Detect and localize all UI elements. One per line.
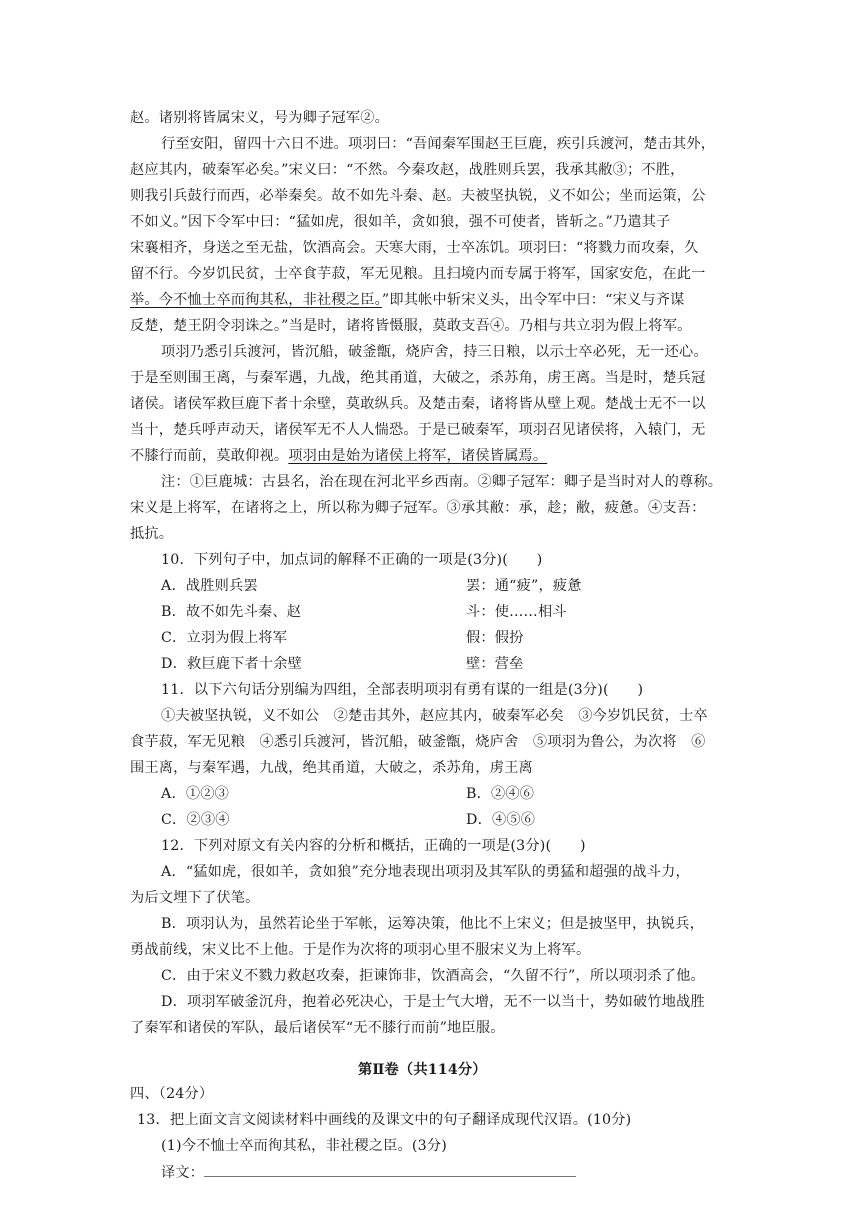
passage-line: 赵应其内，破秦军必矣。”宋义曰：“不然。今秦攻赵，战胜则兵罢，我承其敝③；不胜， [130, 162, 685, 178]
question-13-stem: 13．把上面文言文阅读材料中画线的及课文中的句子翻译成现代汉语。(10分) [137, 1112, 632, 1128]
passage-line: 不如义。”因下令军中曰：“猛如虎，很如羊，贪如狼，强不可使者，皆斩之。”乃遣其子 [130, 214, 671, 230]
passage-text: ”即其帐中斩宋义头，出令军中曰：“宋义与齐谋 [381, 292, 685, 308]
q10-option-c-gloss: 假：假扮 [466, 630, 524, 646]
section-four-heading: 四、（24分） [130, 1086, 214, 1102]
section-title: 第Ⅱ卷（共114分） [358, 1062, 487, 1078]
translation-line [161, 1162, 576, 1183]
q10-option-c: C．立羽为假上将军 [161, 630, 288, 646]
question-13-part-1: (1)今不恤士卒而徇其私，非社稷之臣。(3分) [161, 1138, 447, 1154]
passage-line: 行至安阳，留四十六日不进。项羽曰：“吾闻秦军围赵王巨鹿，疾引兵渡河，楚击其外， [161, 136, 716, 152]
q10-option-d: D．救巨鹿下者十余壁 [161, 656, 303, 672]
q12-option-b-cont: 勇战前线，宋义比不上他。于是作为次将的项羽心里不服宋义为上将军。 [130, 942, 591, 958]
passage-line: 留不行。今岁饥民贫，士卒食芋菽，军无见粮。且扫境内而专属于将军，国家安危，在此一 [130, 266, 706, 282]
passage-line: 于是至则围王离，与秦军遇，九战，绝其甬道，大破之，杀苏角，虏王离。当是时，楚兵冠 [130, 370, 706, 386]
q11-items-line: 围王离，与秦军遇，九战，绝其甬道，大破之，杀苏角，虏王离 [130, 760, 533, 776]
q10-option-a: A．战胜则兵罢 [161, 578, 258, 594]
q12-option-d-cont: 了秦军和诸侯的军队，最后诸侯军“无不膝行而前”地臣服。 [130, 1020, 505, 1036]
notes-line: 注：①巨鹿城：古县名，治在现在河北平乡西南。②卿子冠军：卿子是当时对人的尊称。 [161, 474, 723, 490]
passage-line: 反楚，楚王阴令羽诛之。”当是时，诸将皆慑服，莫敢支吾④。乃相与共立羽为假上将军。 [130, 318, 692, 334]
q12-option-d: D．项羽军破釜沉舟，抱着必死决心，于是士气大增，无不一以当十，势如破竹地战胜 [161, 994, 705, 1010]
underlined-sentence: 项羽由是始为诸侯上将军，诸侯皆属焉。 [288, 448, 548, 464]
passage-line [130, 290, 685, 310]
q10-option-b-gloss: 斗：使……相斗 [466, 604, 567, 620]
passage-line: 赵。诸别将皆属宋义，号为卿子冠军②。 [130, 110, 389, 126]
translation-label: 译文： [161, 1165, 205, 1181]
passage-line: 当十，楚兵呼声动天，诸侯军无不人人惴恐。于是已破秦军，项羽召见诸侯将，入辕门，无 [130, 422, 706, 438]
q10-option-b: B．故不如先斗秦、赵 [161, 604, 302, 620]
question-10-stem: 10．下列句子中，加点词的解释不正确的一项是(3分)( ) [161, 552, 543, 568]
q11-option-a: A．①②③ [161, 786, 229, 802]
passage-text: 不膝行而前，莫敢仰视。 [130, 448, 289, 464]
passage-line: 诸侯。诸侯军救巨鹿下者十余壁，莫敢纵兵。及楚击秦，诸将皆从壁上观。楚战士无不一以 [130, 396, 706, 412]
q11-items-line: 食芋菽，军无见粮 ④悉引兵渡河，皆沉船，破釜甑，烧庐舍 ⑤项羽为鲁公，为次将 ⑥ [130, 734, 706, 750]
q12-option-c: C．由于宋义不戮力救赵攻秦，拒谏饰非，饮酒高会，“久留不行”，所以项羽杀了他。 [161, 968, 705, 984]
q12-option-a-cont: 为后文埋下了伏笔。 [130, 890, 260, 906]
passage-line [130, 446, 547, 466]
q12-option-b: B．项羽认为，虽然若论坐于军帐，运筹决策，他比不上宋义；但是披坚甲，执锐兵， [161, 916, 704, 932]
notes-line: 宋义是上将军，在诸将之上，所以称为卿子冠军。③承其敝：承，趁；敝，疲惫。④支吾： [130, 500, 706, 516]
question-11-stem: 11．以下六句话分别编为四组，全部表明项羽有勇有谋的一组是(3分)( ) [161, 682, 644, 698]
q11-items-line: ①夫被坚执锐，义不如公 ②楚击其外，赵应其内，破秦军必矣 ③今岁饥民贫，士卒 [161, 708, 708, 724]
notes-line: 抵抗。 [130, 526, 174, 542]
q11-option-c: C．②③④ [161, 812, 230, 828]
passage-line: 则我引兵鼓行而西，必举秦矣。故不如先斗秦、赵。夫被坚执锐，义不如公；坐而运策，公 [130, 188, 706, 204]
q12-option-a: A．“猛如虎，很如羊，贪如狼”充分地表现出项羽及其军队的勇猛和超强的战斗力， [161, 864, 690, 880]
answer-blank[interactable] [204, 1162, 576, 1177]
q10-option-a-gloss: 罢：通“疲”，疲惫 [466, 578, 582, 594]
q11-option-d: D．④⑤⑥ [466, 812, 536, 828]
passage-line: 项羽乃悉引兵渡河，皆沉船，破釜甑，烧庐舍，持三日粮，以示士卒必死，无一还心。 [161, 344, 708, 360]
q10-option-d-gloss: 壁：营垒 [466, 656, 524, 672]
underlined-sentence: 举。今不恤士卒而徇其私，非社稷之臣。 [130, 292, 382, 308]
passage-line: 宋襄相齐，身送之至无盐，饮酒高会。天寒大雨，士卒冻饥。项羽曰：“将戮力而攻秦，久 [130, 240, 699, 256]
question-12-stem: 12．下列对原文有关内容的分析和概括，正确的一项是(3分)( ) [161, 838, 586, 854]
q11-option-b: B．②④⑥ [466, 786, 535, 802]
